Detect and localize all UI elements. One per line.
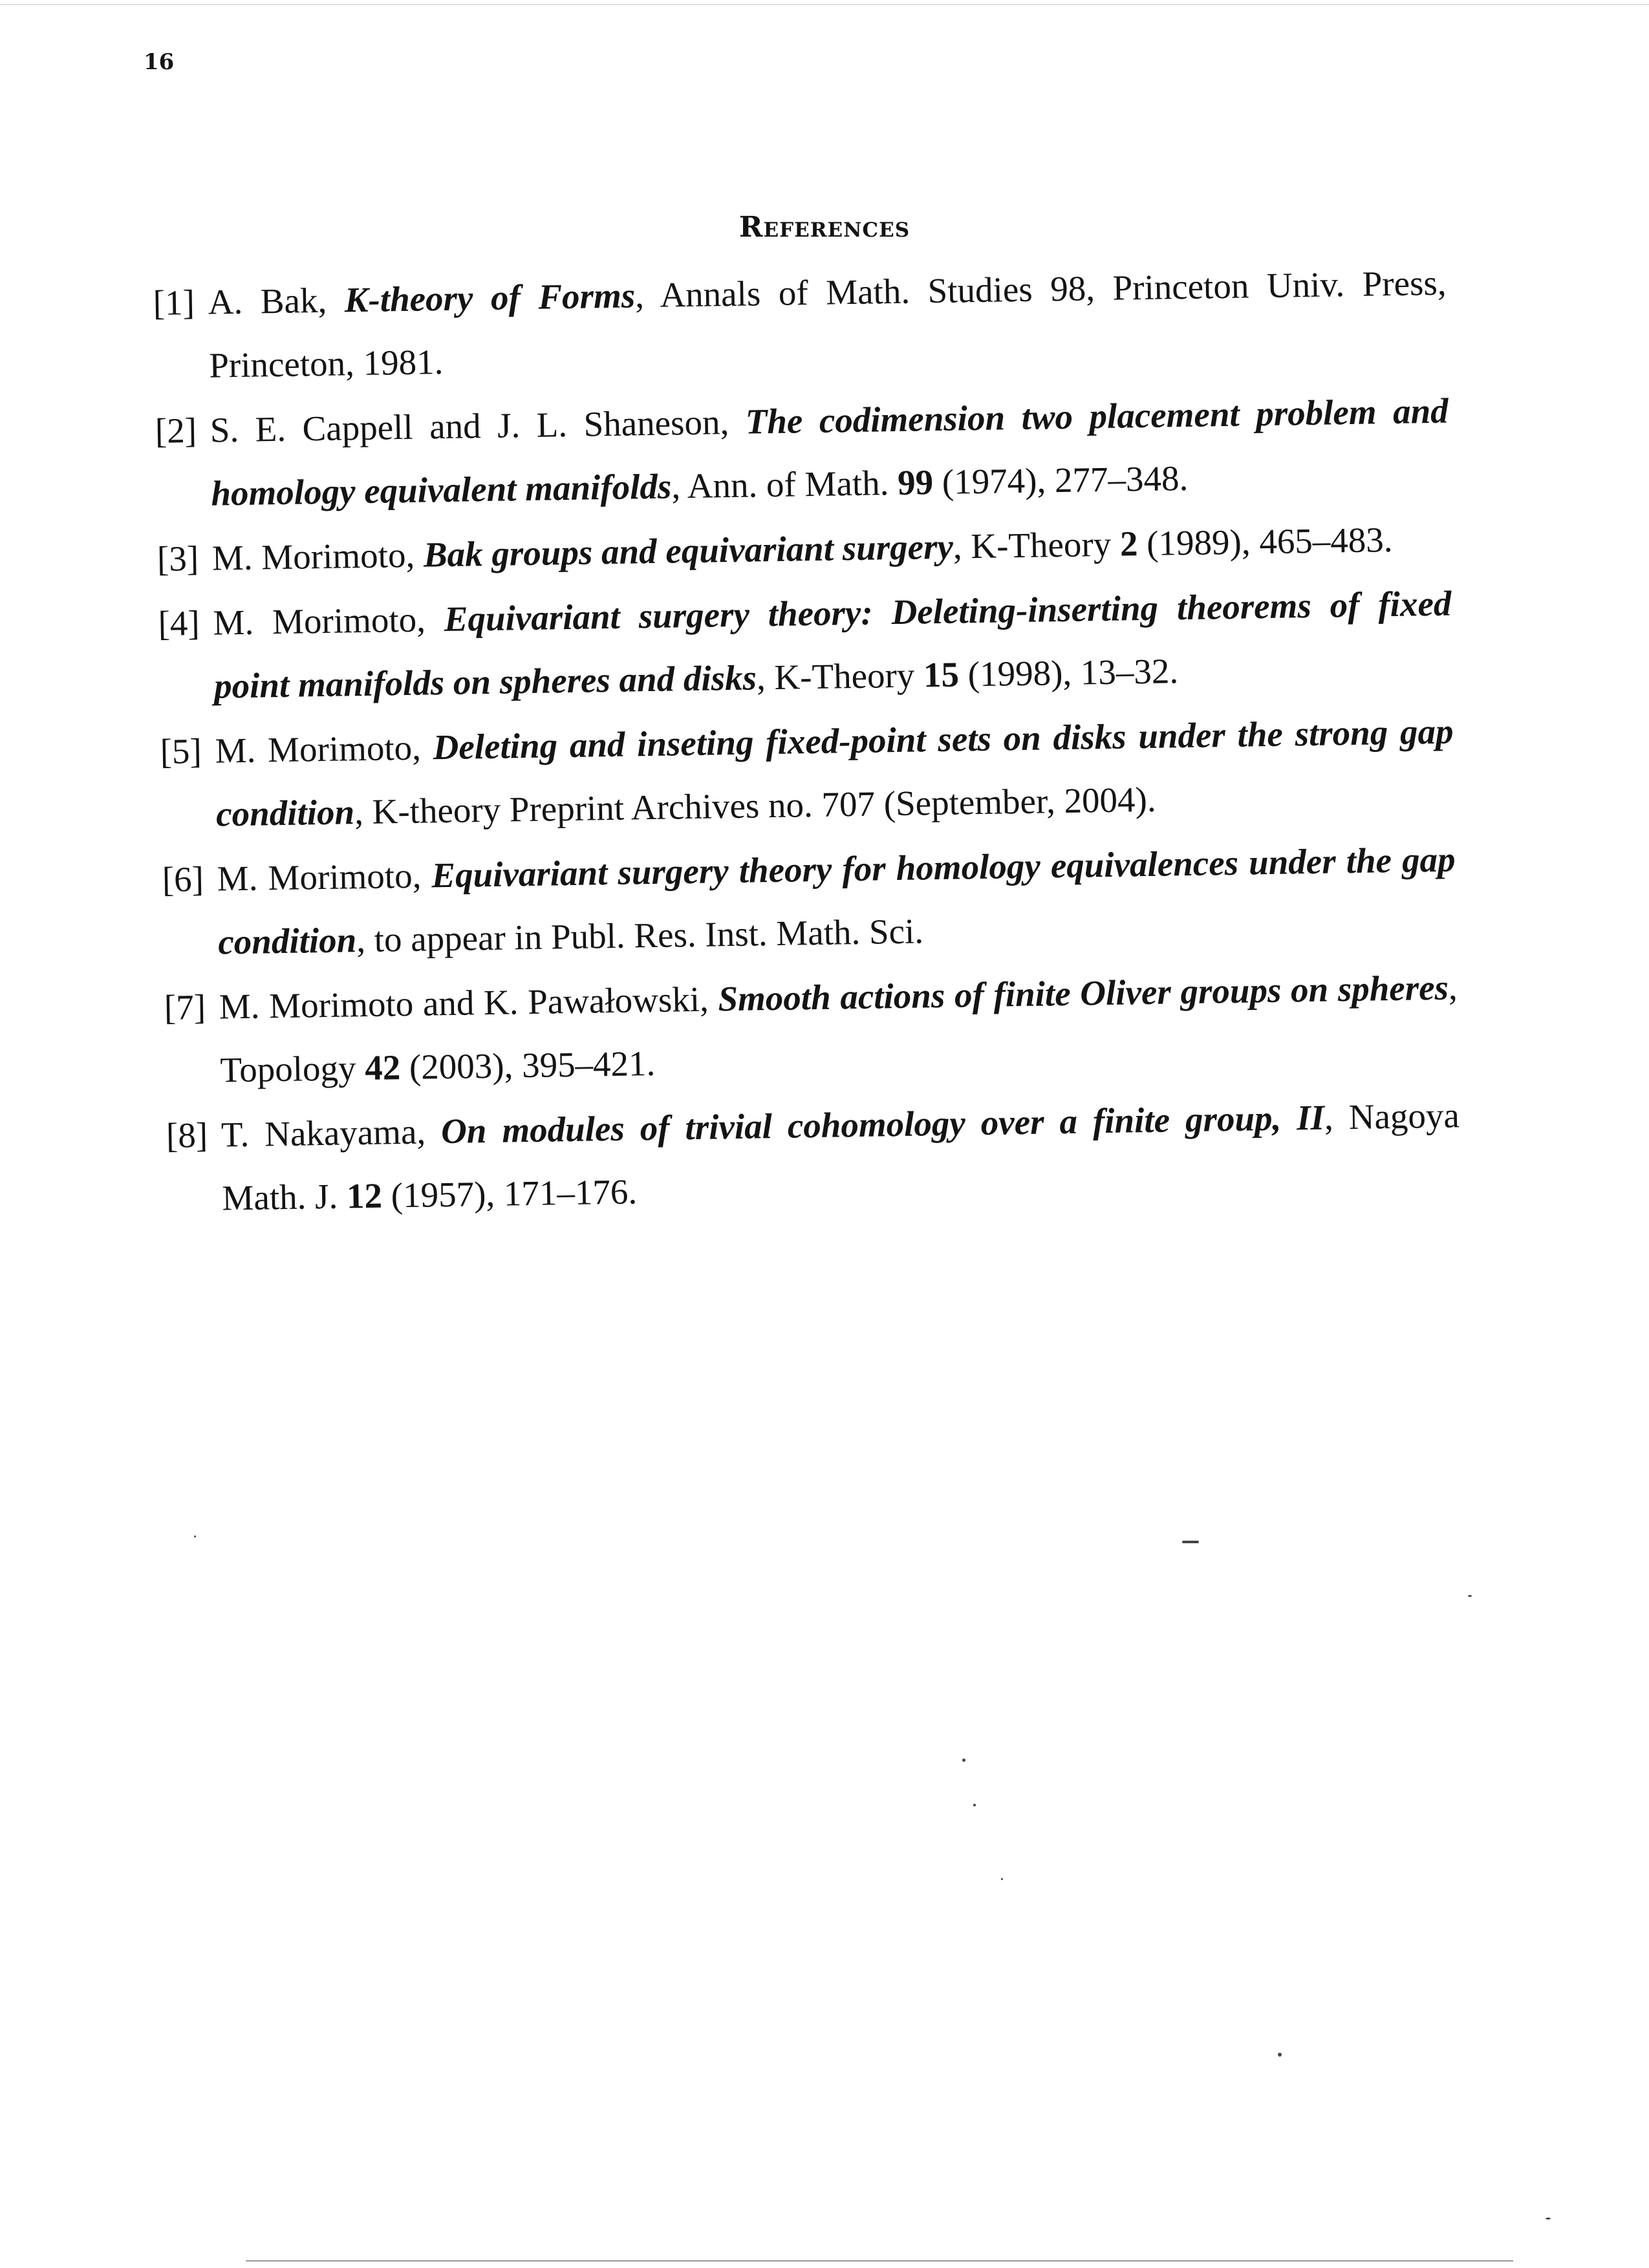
reference-item-4: [158, 572, 1453, 719]
reference-item-8: [166, 1084, 1461, 1230]
reference-details: (2003), 395–421.: [400, 1043, 656, 1087]
reference-authors: S. E. Cappell and J. L. Shaneson,: [210, 401, 746, 450]
reference-label: [6]: [162, 859, 204, 899]
reference-details: (1989), 465–483.: [1137, 519, 1393, 564]
reference-label: [3]: [156, 538, 199, 579]
reference-title: Equivariant surgery theory for homology equivalences under the gap condition: [217, 839, 1456, 962]
reference-details: (1957), 171–176.: [382, 1171, 638, 1215]
scan-top-edge: [0, 4, 1649, 5]
scan-speck: [1468, 1595, 1472, 1597]
reference-item-7: [164, 956, 1459, 1102]
reference-label: [7]: [164, 987, 206, 1027]
scan-speck: [1278, 2053, 1282, 2057]
reference-title: Equivariant surgery theory: Deleting-inserting theorems of fixed point manifolds on spheres and disks: [213, 583, 1452, 706]
reference-authors: M. Morimoto,: [213, 599, 445, 643]
scan-speck: [1546, 2218, 1551, 2220]
reference-source: , Annals of Math. Studies 98, Princeton Univ. Press, Princeton, 1981.: [208, 262, 1447, 385]
reference-source: , to appear in Publ. Res. Inst. Math. Sci.: [356, 911, 924, 960]
section-title: References: [738, 211, 911, 244]
reference-label: [2]: [155, 410, 197, 451]
reference-label: [4]: [158, 603, 200, 643]
reference-item-5: [160, 700, 1455, 846]
reference-label: [8]: [166, 1115, 208, 1155]
reference-volume: 15: [923, 654, 960, 695]
reference-authors: M. Morimoto,: [215, 727, 434, 771]
reference-source: , K-Theory: [953, 524, 1121, 566]
reference-source: , K-theory Preprint Archives no. 707 (September, 2004).: [354, 779, 1157, 832]
reference-label: [5]: [160, 731, 202, 771]
reference-details: (1998), 13–32.: [958, 651, 1179, 694]
reference-volume: 2: [1119, 524, 1138, 564]
reference-label: [1]: [153, 282, 195, 323]
scan-speck: [973, 1804, 976, 1806]
reference-title: Bak groups and equivariant surgery: [423, 526, 954, 575]
scan-speck: [1001, 1878, 1003, 1880]
reference-item-1: [153, 251, 1448, 398]
reference-volume: 12: [346, 1175, 383, 1216]
scan-speck: [1182, 1541, 1199, 1543]
reference-title: K-theory of Forms: [344, 275, 636, 320]
reference-list: [153, 251, 1461, 1232]
reference-title: The codimension two placement problem and homology equivalent manifolds: [210, 390, 1449, 513]
reference-source: , Ann. of Math.: [671, 462, 898, 506]
reference-authors: M. Morimoto and K. Pawałowski,: [219, 979, 718, 1027]
reference-title: On modules of trivial cohomology over a finite group, II: [440, 1097, 1325, 1151]
reference-volume: 99: [897, 462, 934, 502]
reference-authors: T. Nakayama,: [221, 1111, 442, 1155]
reference-title: Deleting and inseting fixed-point sets on disks under the strong gap condition: [215, 711, 1454, 834]
reference-title: Smooth actions of finite Oliver groups on spheres: [717, 967, 1449, 1019]
reference-item-6: [162, 828, 1457, 974]
reference-item-2: [155, 380, 1450, 526]
reference-authors: M. Morimoto,: [211, 535, 424, 578]
scan-bottom-edge: [246, 2260, 1513, 2262]
reference-source: , Topology: [219, 967, 1458, 1090]
reference-source: , Nagoya Math. J.: [222, 1095, 1460, 1218]
reference-volume: 42: [364, 1047, 401, 1087]
scan-speck: [962, 1759, 965, 1762]
reference-source: , K-Theory: [756, 655, 924, 698]
page-number: 16: [144, 49, 175, 75]
reference-authors: M. Morimoto,: [217, 855, 432, 899]
reference-details: (1974), 277–348.: [932, 458, 1189, 502]
scan-speck: [194, 1535, 196, 1537]
reference-authors: A. Bak,: [208, 280, 345, 322]
